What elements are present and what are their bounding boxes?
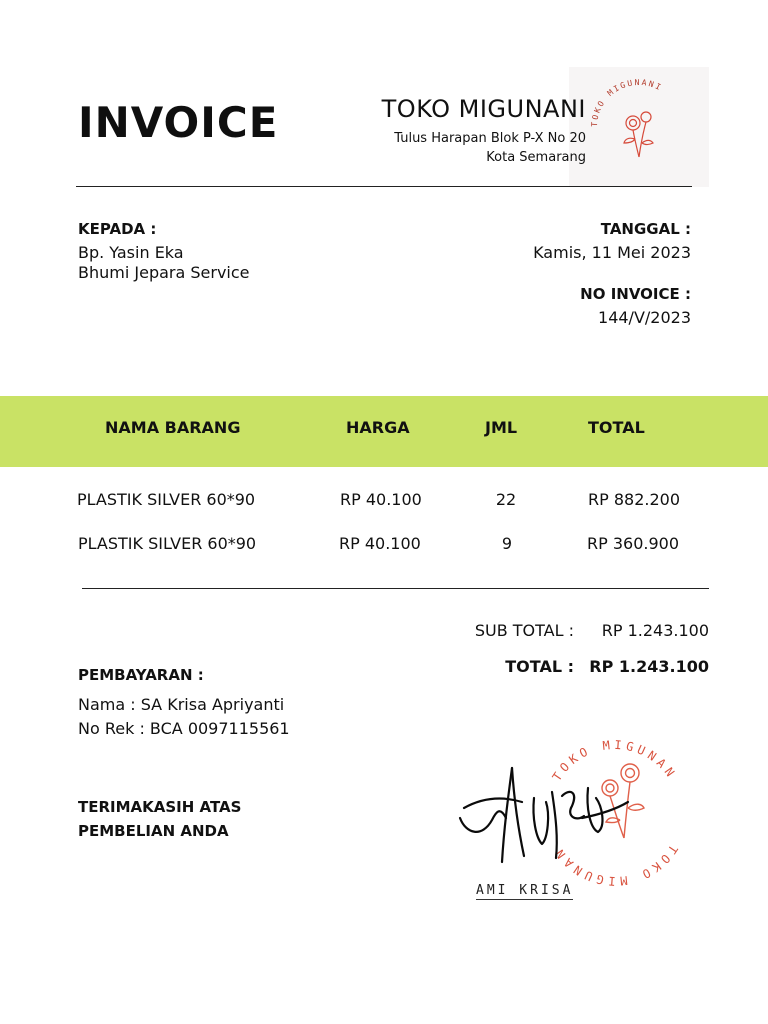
payment-name: Nama : SA Krisa Apriyanti [78, 695, 285, 714]
signer-name: AMI KRISA [476, 883, 574, 898]
row-qty: 22 [495, 490, 517, 509]
recipient-name: Bp. Yasin Eka [78, 243, 184, 262]
shop-logo [569, 67, 709, 187]
thanks-line2: PEMBELIAN ANDA [78, 822, 229, 840]
row-total: RP 360.900 [587, 534, 680, 553]
row-item-name: PLASTIK SILVER 60*90 [77, 490, 256, 509]
thanks-line1: TERIMAKASIH ATAS [78, 798, 242, 816]
shop-address-line2: Kota Semarang [486, 150, 586, 165]
invoice-title: INVOICE [78, 98, 279, 147]
column-header-qty: JML [485, 418, 518, 437]
row-total: RP 882.200 [588, 490, 681, 509]
date-label: TANGGAL : [600, 220, 691, 238]
subtotal-value: RP 1.243.100 [601, 621, 709, 640]
invoice-number-value: 144/V/2023 [598, 308, 691, 327]
rose-logo-icon [569, 67, 709, 187]
payment-label: PEMBAYARAN : [78, 666, 204, 684]
table-header [0, 396, 768, 467]
payment-account: No Rek : BCA 0097115561 [78, 719, 290, 738]
signature [452, 758, 632, 873]
row-qty: 9 [501, 534, 513, 553]
table-divider [82, 588, 709, 589]
handwritten-signature-icon [452, 758, 632, 873]
column-header-item: NAMA BARANG [105, 418, 241, 437]
stamp-ring-text-top: TOKO MIGUNAN [549, 737, 680, 784]
date-value: Kamis, 11 Mei 2023 [533, 243, 691, 262]
row-price: RP 40.100 [339, 534, 421, 553]
recipient-company: Bhumi Jepara Service [78, 263, 250, 282]
total-value: RP 1.243.100 [589, 657, 709, 676]
header-divider [76, 186, 692, 187]
row-price: RP 40.100 [340, 490, 422, 509]
stamp-ring-text-bottom: TOKO MIGUNAN [550, 842, 681, 889]
column-header-total: TOTAL [588, 418, 645, 437]
shop-name: TOKO MIGUNANI [381, 95, 586, 123]
row-item-name: PLASTIK SILVER 60*90 [78, 534, 257, 553]
logo-ring-text: TOKO MIGUNANI [589, 77, 664, 128]
subtotal-label: SUB TOTAL : [474, 621, 574, 640]
recipient-label: KEPADA : [78, 220, 157, 238]
column-header-price: HARGA [346, 418, 410, 437]
shop-address-line1: Tulus Harapan Blok P-X No 20 [394, 131, 586, 146]
total-label: TOTAL : [505, 657, 574, 676]
invoice-number-label: NO INVOICE : [580, 285, 691, 303]
